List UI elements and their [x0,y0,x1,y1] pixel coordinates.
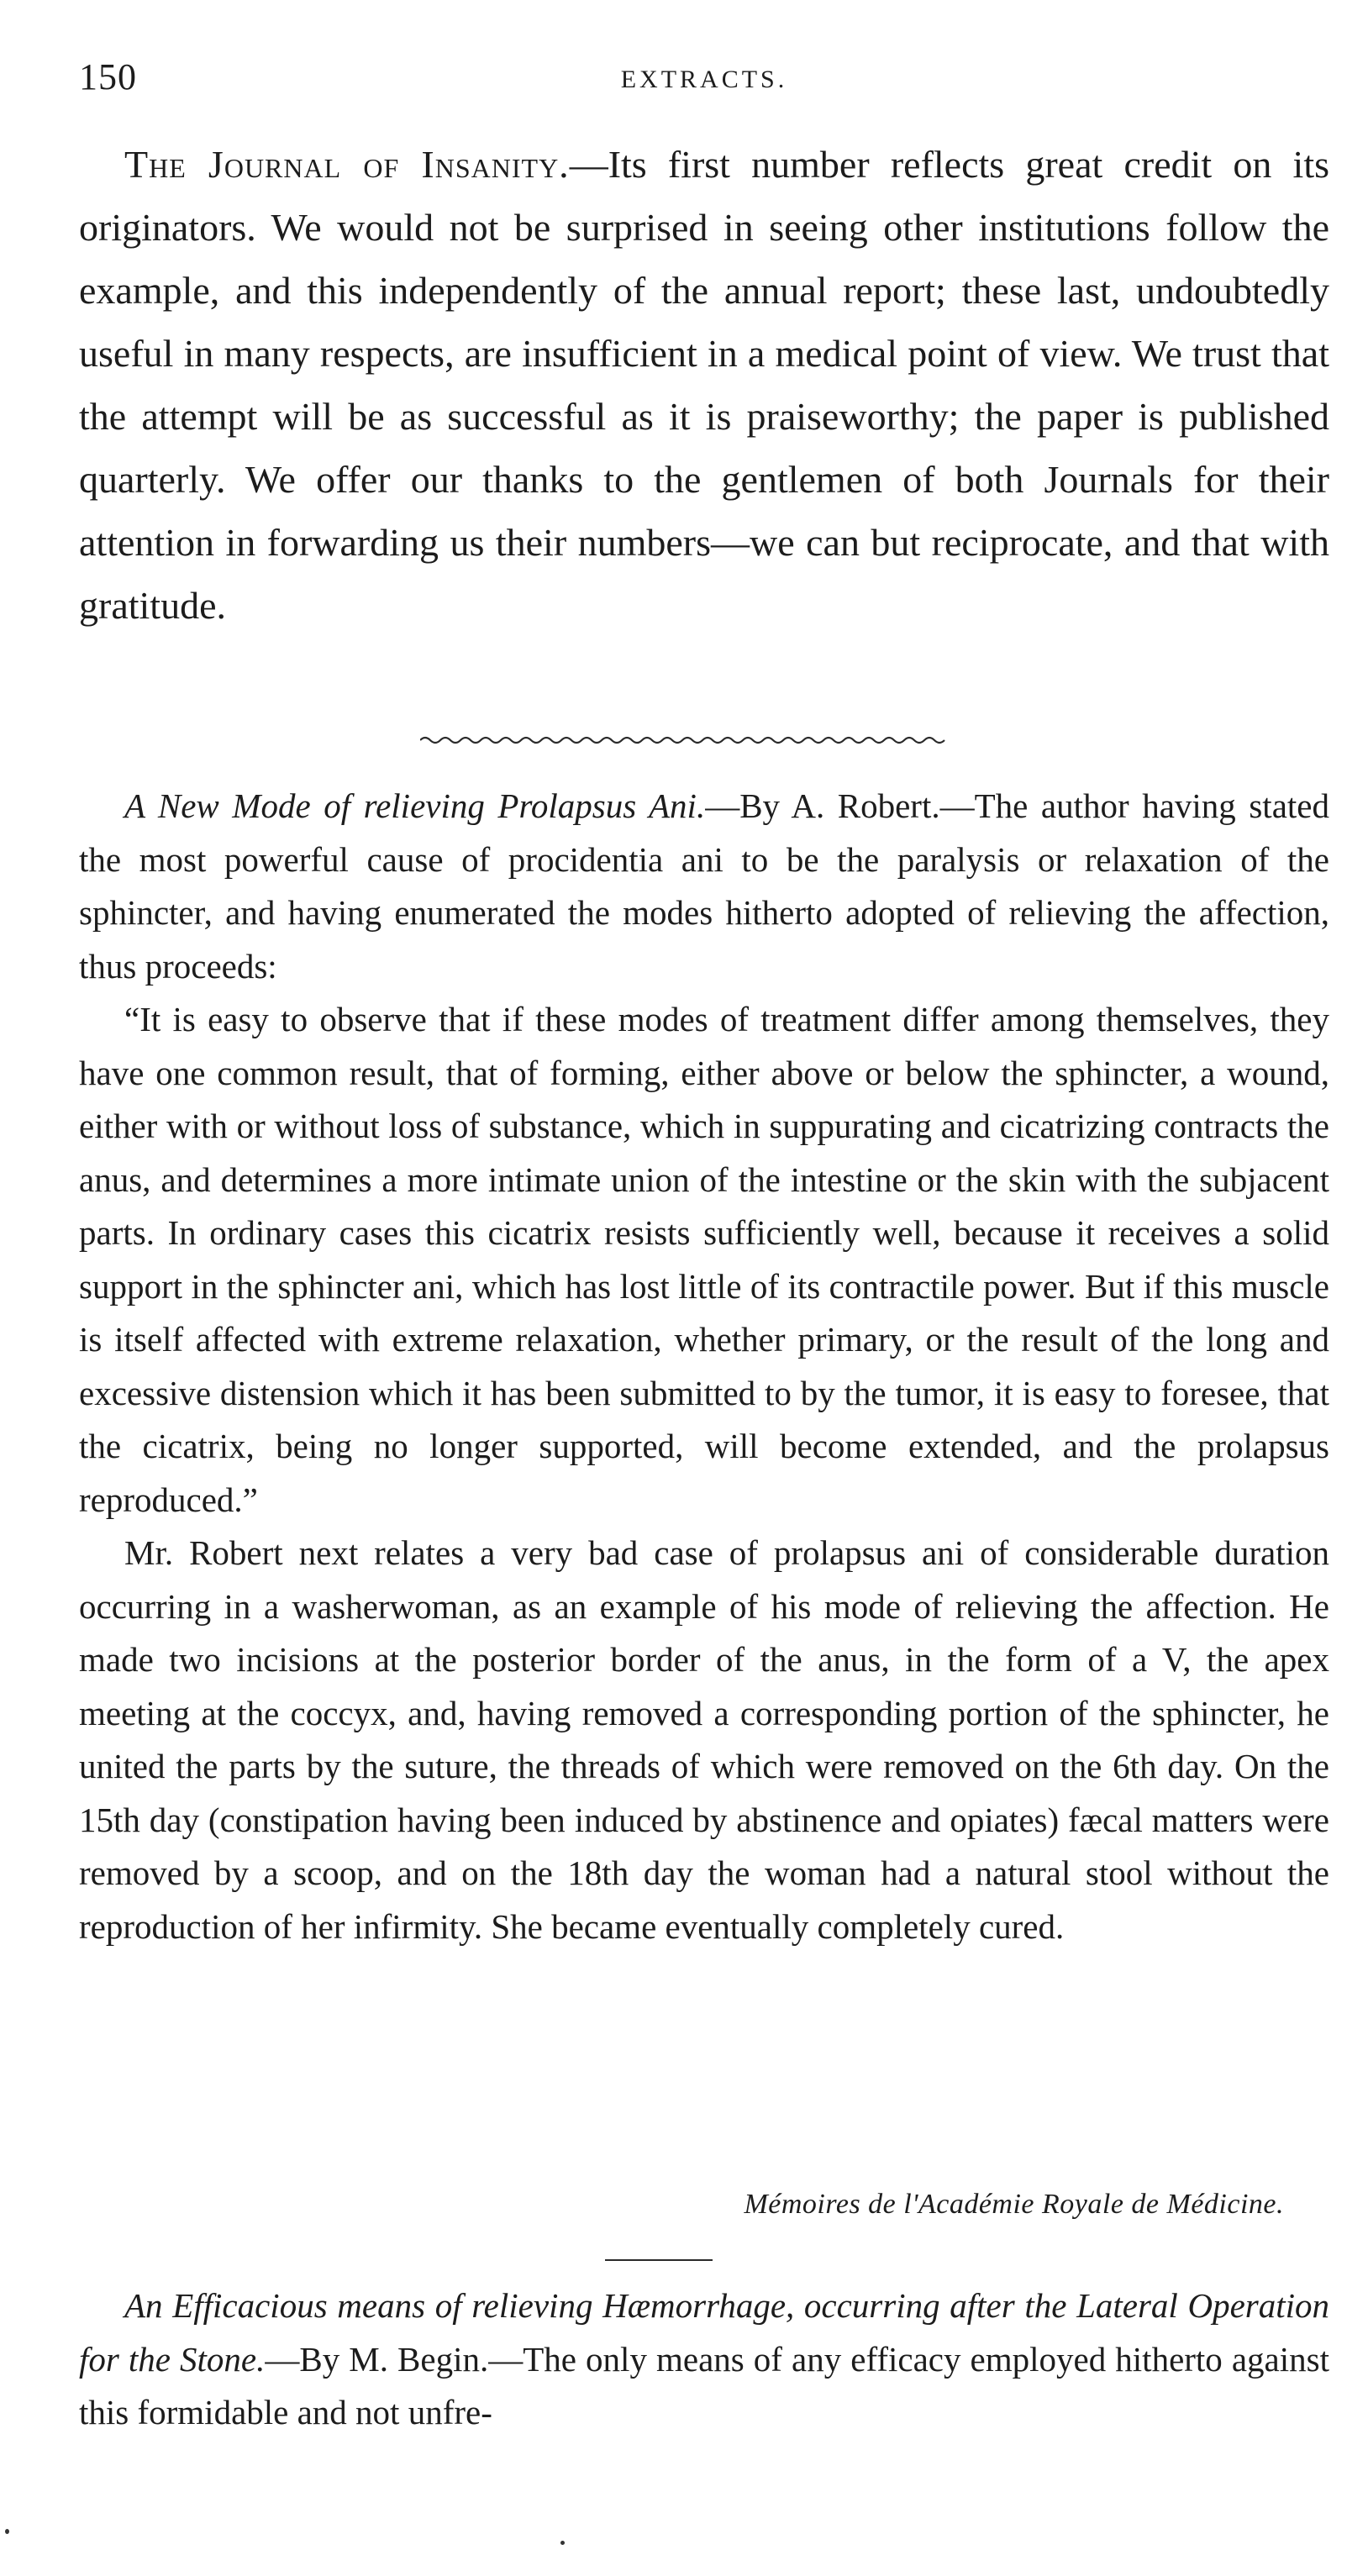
journal-of-insanity-item [79,133,1329,637]
haemorrhage-paragraph [79,2279,1329,2440]
haemorrhage-text: The only means of any efficacy employed hitherto against this formidable and not unfre- [79,2339,1329,2431]
page-number: 150 [79,56,137,97]
prolapsus-intro-paragraph [79,780,1329,993]
haemorrhage-byline: —By M. Begin.— [265,2339,524,2379]
section-rule [605,2259,713,2261]
prolapsus-title: A New Mode of relieving Prolapsus Ani. [124,786,706,825]
journal-paragraph [79,133,1329,637]
haemorrhage-title: An Efficacious means of relieving Hæmorrhage, occurring after the Lateral Operation for the Stone. [79,2286,1329,2379]
journal-text: —Its first number reflects great credit on its originators. We would not be surprised in seeing other institutions follow the example, and this independently of the annual report; these last, undoubtedly useful in many respects, are insufficient in a medical point of view. We trust that the attempt will be as successful as it is praiseworthy; the paper is published quarterly. We offer our thanks to the gentlemen of both Journals for their attention in forwarding us their numbers—we can but reciprocate, and that with gratitude. [79,143,1329,627]
prolapsus-intro: The author having stated the most powerful cause of procidentia ani to be the paralysis or relaxation of the sphincter, and having enumerated the modes hitherto adopted of relieving the affection, thus proceeds: [79,786,1329,986]
prolapsus-byline: —By A. Robert.— [705,786,975,825]
prolapsus-quote-paragraph: “It is easy to observe that if these modes of treatment differ among themselves, they have one common result, that of forming, either above or below the sphincter, a wound, either with or without loss of substance, which in suppurating and cicatrizing contracts the anus, and determines a more intimate union of the intestine or the skin with the subjacent parts. In ordinary cases this cicatrix resists sufficiently well, because it receives a solid support in the sphincter ani, which has lost little of its contractile power. But if this muscle is itself affected with extreme relaxation, whether primary, or the result of the long and excessive distension which it has been submitted to by the tumor, it is easy to foresee, that the cicatrix, being no longer supported, will become extended, and the prolapsus reproduced.” [79,1000,1329,1519]
print-speck [5,2529,9,2534]
haemorrhage-item [79,2279,1329,2440]
prolapsus-case-paragraph: Mr. Robert next relates a very bad case of prolapsus ani of considerable duration occurring in a washerwoman, as an example of his mode of relieving the affection. He made two incisions at the posterior border of the anus, in the form of a V, the apex meeting at the coccyx, and, having removed a corresponding portion of the sphincter, he united the parts by the suture, the threads of which were removed on the 6th day. On the 15th day (constipation having been induced by abstinence and opiates) fæcal matters were removed by a scoop, and on the 18th day the woman had a natural stool without the reproduction of her infirmity. She became eventually completely cured. [79,1533,1329,1946]
journal-title: The Journal of Insanity. [124,143,570,186]
running-head [79,55,1329,106]
prolapsus-item [79,780,1329,1953]
wavy-divider [420,733,946,747]
source-attribution: Mémoires de l'Académie Royale de Médicine. [744,2189,1284,2220]
print-speck [560,2541,565,2545]
running-title: EXTRACTS. [620,66,788,93]
